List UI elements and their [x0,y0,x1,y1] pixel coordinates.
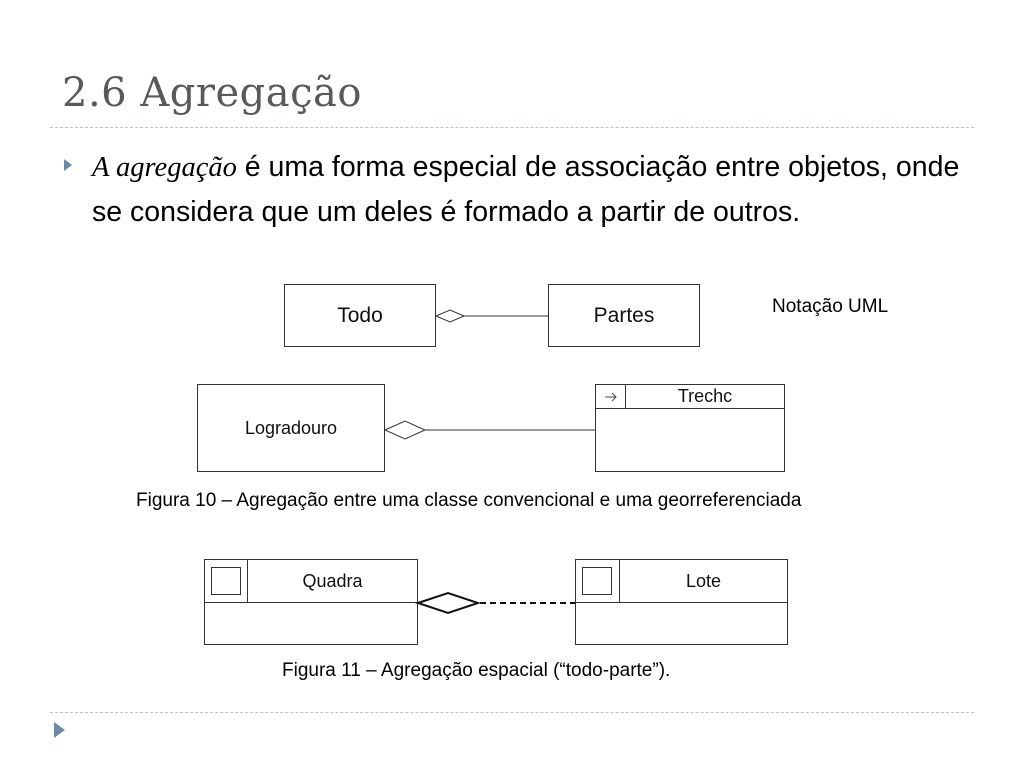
bullet-text [92,145,972,235]
uml-class-todo [284,284,436,347]
uml-class-quadra [204,559,418,645]
class-header [205,560,417,603]
uml-class-trechc [595,384,785,472]
class-name: Lote [685,570,722,591]
aggregation-diamond [418,593,478,613]
slide-title: 2.6 Agregação [62,70,362,116]
bullet-rest: é uma forma especial de associação entre objetos, onde se considera que um deles é formado a partir de outros. [92,151,960,228]
class-name: Todo [337,303,383,327]
class-header [596,385,784,409]
bullet-emphasis: A agregação [92,152,237,183]
class-name: Trechc [677,386,733,406]
footer-divider [50,712,974,713]
class-name: Partes [593,303,655,327]
aggregation-diamond [385,421,425,439]
spatial-square-icon [211,567,241,595]
spatial-icon-cell [205,560,248,602]
bullet-arrow-icon [64,159,72,171]
spatial-icon-cell [576,560,620,602]
figure-11-caption: Figura 11 – Agregação espacial (“todo-parte”). [282,660,671,681]
class-name: Logradouro [244,417,338,438]
aggregation-diamond [436,310,464,322]
play-icon[interactable] [54,722,65,738]
arrow-right-icon [596,385,626,408]
uml-class-partes [548,284,700,347]
uml-notation-label: Notação UML [772,296,889,317]
class-name: Quadra [302,570,363,591]
spatial-aggregation-connector [418,590,576,616]
class-header [576,560,787,603]
uml-class-logradouro [197,384,385,472]
figure-10-caption: Figura 10 – Agregação entre uma classe convencional e uma georreferenciada [136,490,802,511]
uml-class-lote [575,559,788,645]
aggregation-connector-2 [385,417,596,443]
aggregation-connector-1 [436,304,548,328]
spatial-square-icon [582,567,612,595]
title-divider [50,127,974,128]
